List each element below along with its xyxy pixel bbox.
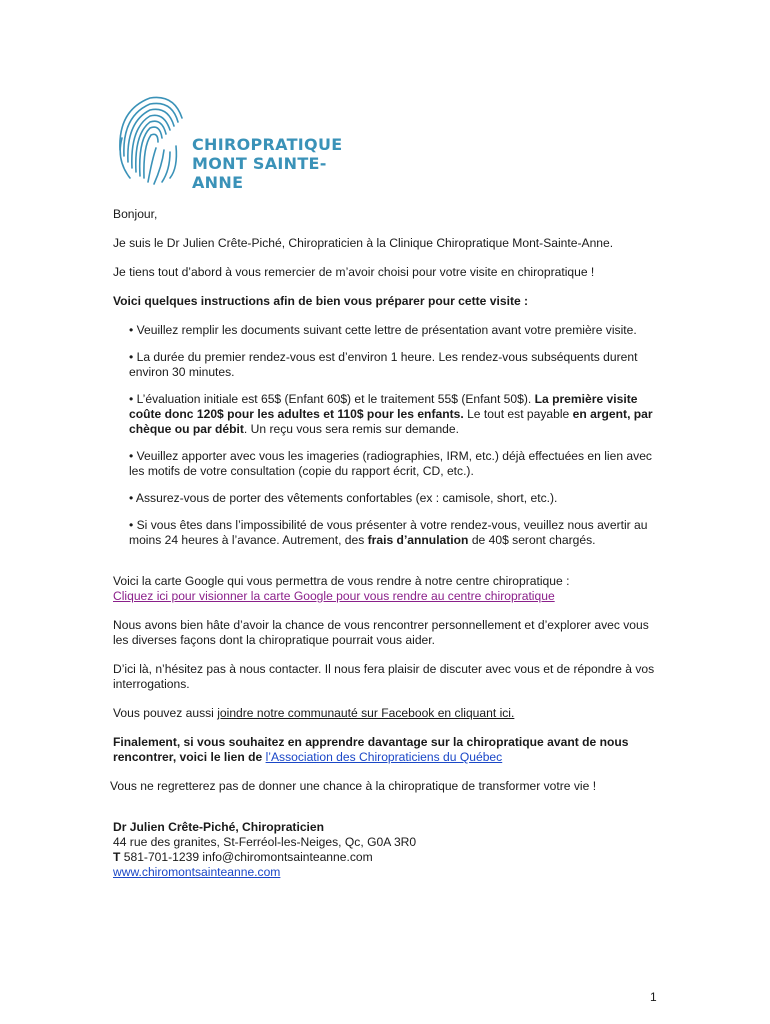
logo-line-2: MONT SAINTE-ANNE: [192, 154, 327, 192]
list-item: • Veuillez apporter avec vous les imageries (radiographies, IRM, etc.) déjà effectuées en lien avec les motifs de votre consultation (copie du rapport écrit, CD, etc.).: [129, 449, 652, 478]
map-intro: Voici la carte Google qui vous permettra de vous rendre à notre centre chiropratique :: [113, 574, 570, 588]
list-item: • Assurez-vous de porter des vêtements confortables (ex : camisole, short, etc.).: [129, 491, 558, 505]
clinic-logo: [112, 90, 343, 192]
eager-paragraph: Nous avons bien hâte d’avoir la chance de vous rencontrer personnellement et d’explorer avec vous les diverses façons dont la chiropratique pourrait vous aider.: [113, 618, 649, 647]
website-link[interactable]: www.chiromontsainteanne.com: [113, 865, 281, 879]
list-item: • Veuillez remplir les documents suivant cette lettre de présentation avant votre première visite.: [129, 323, 637, 337]
instructions-list: [113, 323, 658, 548]
list-item: • L’évaluation initiale est 65$ (Enfant 60$) et le traitement 55$ (Enfant 50$). La première visite coûte donc 120$ pour les adultes et 110$ pour les enfants. Le tout est payable en argent, par chèque ou par débit. Un reçu vous sera remis sur demande.: [129, 392, 653, 436]
google-map-link[interactable]: Cliquez ici pour visionner la carte Google pour vous rendre au centre chiropratique: [113, 589, 555, 603]
signature-address: 44 rue des granites, St-Ferréol-les-Neiges, Qc, G0A 3R0: [113, 835, 417, 849]
facebook-paragraph: Vous pouvez aussi joindre notre communauté sur Facebook en cliquant ici.: [113, 706, 515, 720]
letter-body: [110, 207, 658, 880]
logo-line-1: CHIROPRATIQUE: [192, 135, 343, 154]
association-paragraph: Finalement, si vous souhaitez en apprendre davantage sur la chiropratique avant de nous rencontrer, voici le lien de l’Association des Chiropraticiens du Québec: [113, 735, 629, 764]
instructions-heading: Voici quelques instructions afin de bien vous préparer pour cette visite :: [113, 294, 529, 308]
thanks-paragraph: Je tiens tout d’abord à vous remercier de m’avoir choisi pour votre visite en chiropratique !: [113, 265, 595, 279]
signature-contact: T 581-701-1239 info@chiromontsainteanne.com: [113, 850, 373, 864]
greeting: Bonjour,: [113, 207, 158, 221]
signature-name: Dr Julien Crête-Piché, Chiropraticien: [113, 820, 325, 834]
contact-paragraph: D’ici là, n’hésitez pas à nous contacter. Il nous fera plaisir de discuter avec vous et de répondre à vos interrogations.: [113, 662, 655, 691]
association-link[interactable]: l’Association des Chiropraticiens du Québec: [265, 750, 503, 764]
list-item: • La durée du premier rendez-vous est d’environ 1 heure. Les rendez-vous subséquents durent environ 30 minutes.: [129, 350, 638, 379]
closing-line: Vous ne regretterez pas de donner une chance à la chiropratique de transformer votre vie !: [110, 779, 597, 793]
list-item: • Si vous êtes dans l’impossibilité de vous présenter à votre rendez-vous, veuillez nous avertir au moins 24 heures à l’avance. Autrement, des frais d’annulation de 40$ seront chargés.: [129, 518, 648, 547]
page-number: 1: [650, 990, 657, 1004]
signature-block: [113, 820, 658, 880]
intro-paragraph: Je suis le Dr Julien Crête-Piché, Chiropraticien à la Clinique Chiropratique Mont-Sainte-Anne.: [113, 236, 614, 250]
facebook-link[interactable]: joindre notre communauté sur Facebook en cliquant ici.: [217, 706, 515, 720]
fingerprint-icon: [112, 90, 188, 190]
